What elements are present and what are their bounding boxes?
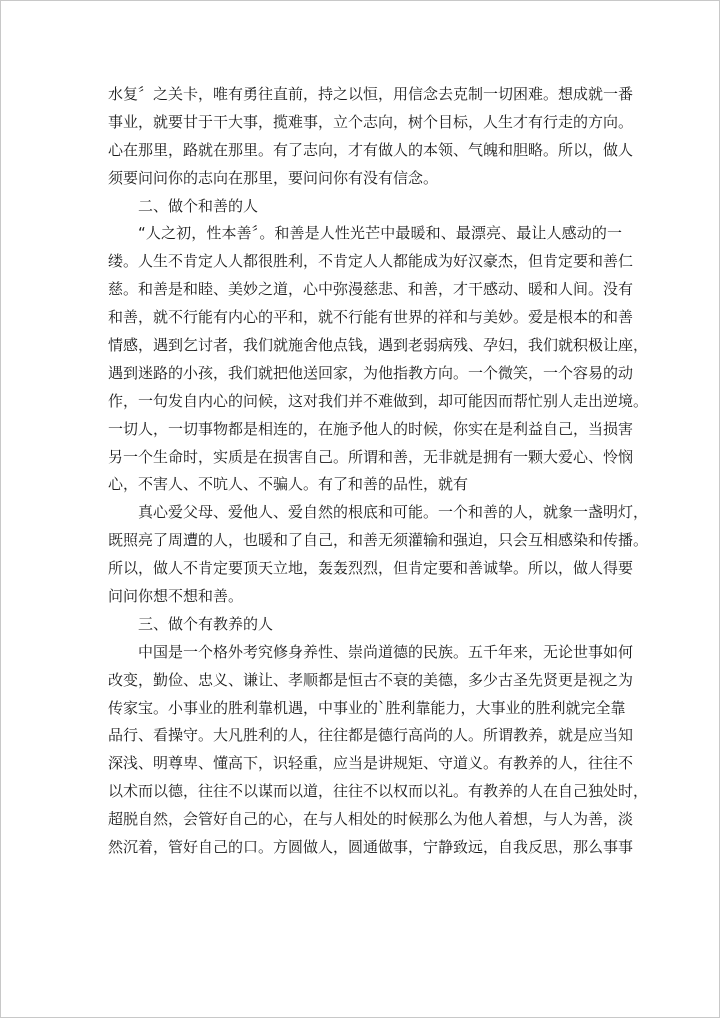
text-line: 超脱自然，会管好自己的心，在与人相处的时候那么为他人着想，与人为善，淡 [108,810,634,829]
text-line: 三、做个有教养的人 [138,614,274,633]
text-line: 另一个生命时，实质是在损害自己。所谓和善，无非就是拥有一颗大爱心、怜悯 [108,447,634,466]
text-line: 心，不害人、不吭人、不骗人。有了和善的品性，就有 [108,475,469,494]
document-body [108,81,649,862]
text-line: 作，一句发自内心的问候，这对我们并不难做到，却可能因而帮忙别人走出逆境。 [108,391,649,410]
text-line: 传家宝。小事业的胜利靠机遇，中事业的`胜利靠能力，大事业的胜利就完全靠 [108,698,626,717]
text-line: 深浅、明尊卑、懂高下，识轻重，应当是讲规矩、守道义。有教养的人，往往不 [108,754,634,773]
text-line: 慈。和善是和睦、美妙之道，心中弥漫慈悲、和善，才干感动、暖和人间。没有 [108,280,634,299]
text-line: 二、做个和善的人 [138,196,259,215]
text-line: 须要问问你的志向在那里，要问问你有没有信念。 [108,168,439,187]
text-line: 真心爱父母、爱他人、爱自然的根底和可能。一个和善的人，就象一盏明灯， [138,503,649,522]
text-line: 所以，做人不肯定要顶天立地，轰轰烈烈，但肯定要和善诚挚。所以，做人得要 [108,559,634,578]
text-line: 水复〞之关卡，唯有勇往直前，持之以恒，用信念去克制一切困难。想成就一番 [108,85,634,103]
text-line: 品行、看操守。大凡胜利的人，往往都是德行高尚的人。所谓教养，就是应当知 [108,726,634,745]
text-line: 事业，就要甘于干大事，揽难事，立个志向，树个目标，人生才有行走的方向。 [108,112,634,131]
text-line: 遇到迷路的小孩，我们就把他送回家，为他指教方向。一个微笑，一个容易的动 [108,363,634,382]
text-line: 中国是一个格外考究修身养性、崇尚道德的民族。五千年来，无论世事如何 [138,642,634,661]
text-line: 情感，遇到乞讨者，我们就施舍他点钱，遇到老弱病残、孕妇，我们就积极让座， [108,336,649,355]
text-line: 然沉着，管好自己的口。方圆做人，圆通做事，宁静致远，自我反思，那么事事 [108,838,634,857]
text-line: 问问你想不想和善。 [108,587,244,606]
text-line: 和善，就不行能有内心的平和，就不行能有世界的祥和与美妙。爱是根本的和善 [108,308,634,327]
text-line: 以术而以德，往往不以谋而以道，往往不以权而以礼。有教养的人在自己独处时， [108,782,649,801]
text-line: “人之初，性本善〞。和善是人性光芒中最暖和、最漂亮、最让人感动的一 [138,224,622,243]
text-line: 心在那里，路就在那里。有了志向，才有做人的本领、气魄和胆略。所以，做人 [108,140,634,159]
text-line: 既照亮了周遭的人，也暖和了自己，和善无须灌输和强迫，只会互相感染和传播。 [108,531,649,550]
text-line: 缕。人生不肯定人人都很胜利，不肯定人人都能成为好汉豪杰，但肯定要和善仁 [108,252,634,271]
text-line: 改变，勤俭、忠义、谦让、孝顺都是恒古不衰的美德，多少古圣先贤更是视之为 [108,670,634,689]
text-line: 一切人，一切事物都是相连的，在施予他人的时候，你实在是利益自己，当损害 [108,419,634,438]
